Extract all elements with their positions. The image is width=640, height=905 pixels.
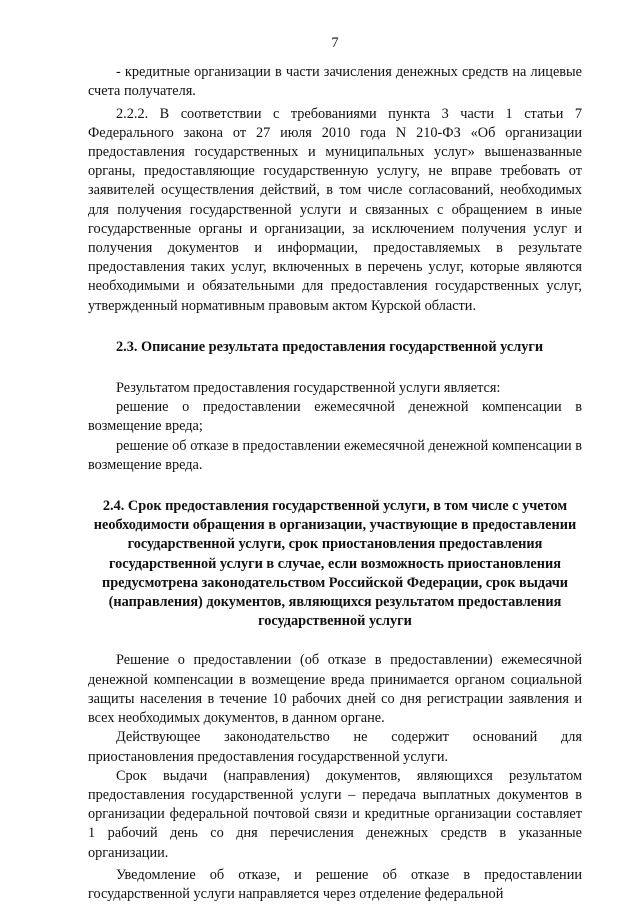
paragraph-result-refusal: решение об отказе в предоставлении ежемесячной денежной компенсации в возмещение вреда. — [88, 437, 582, 473]
paragraph-no-suspension: Действующее законодательство не содержит оснований для приостановления предоставления государственной услуги. — [88, 729, 582, 765]
paragraph-credit-orgs: - кредитные организации в части зачисления денежных средств на лицевые счета получателя. — [88, 64, 582, 100]
paragraph-2-2-2: 2.2.2. В соответствии с требованиями пункта 3 части 1 статьи 7 Федерального закона от 27 июля 2010 года N 210-ФЗ «Об организации предоставления государственных и муниципальных услуг» вышеназванные органы, предоставляющие государственную услугу, не вправе требовать от заявителей осуществления действий, в том числе согласований, необходимых для получения государственной услуги и связанных с обращением в иные государственные органы и организации, за исключением получения услуг и получения документов и информации, предоставляемых в результате предоставления таких услуг, включенных в перечень услуг, которые являются необходимыми и обязательными для предоставления государственных услуг, утвержденный нормативным правовым актом Курской области. — [88, 105, 582, 314]
paragraph-refusal-notice: Уведомление об отказе, и решение об отказе в предоставлении государственной услуги направляется через отделение федеральной — [88, 866, 582, 902]
paragraph-decision-term: Решение о предоставлении (об отказе в предоставлении) ежемесячной денежной компенсации в возмещение вреда принимается органом социальной защиты населения в течение 10 рабочих дней со дня регистрации заявления и всех необходимых документов, в данном органе. — [88, 652, 582, 727]
page-number: 7 — [331, 35, 339, 51]
paragraph-result-intro: Результатом предоставления государственной услуги является: — [116, 380, 501, 397]
section-heading-2-3: 2.3. Описание результата предоставления государственной услуги — [116, 338, 544, 355]
paragraph-issue-term: Срок выдачи (направления) документов, являющихся результатом предоставления государственной услуги – передача выплатных документов в организации федеральной почтовой связи и кредитные организации составляет 1 рабочий день со дня перечисления денежных средств в указанные организации. — [88, 767, 582, 861]
paragraph-result-grant: решение о предоставлении ежемесячной денежной компенсации в возмещение вреда; — [88, 399, 582, 435]
section-heading-2-4: 2.4. Срок предоставления государственной услуги, в том числе с учетом необходимости обращения в организации, участвующие в предоставлении государственной услуги, срок приостановления предоставления государственной услуги в случае, если возможность приостановления предусмотрена законодательством Российской Федерации, срок выдачи (направления) документов, являющихся результатом предоставления государственной услуги — [93, 498, 577, 630]
